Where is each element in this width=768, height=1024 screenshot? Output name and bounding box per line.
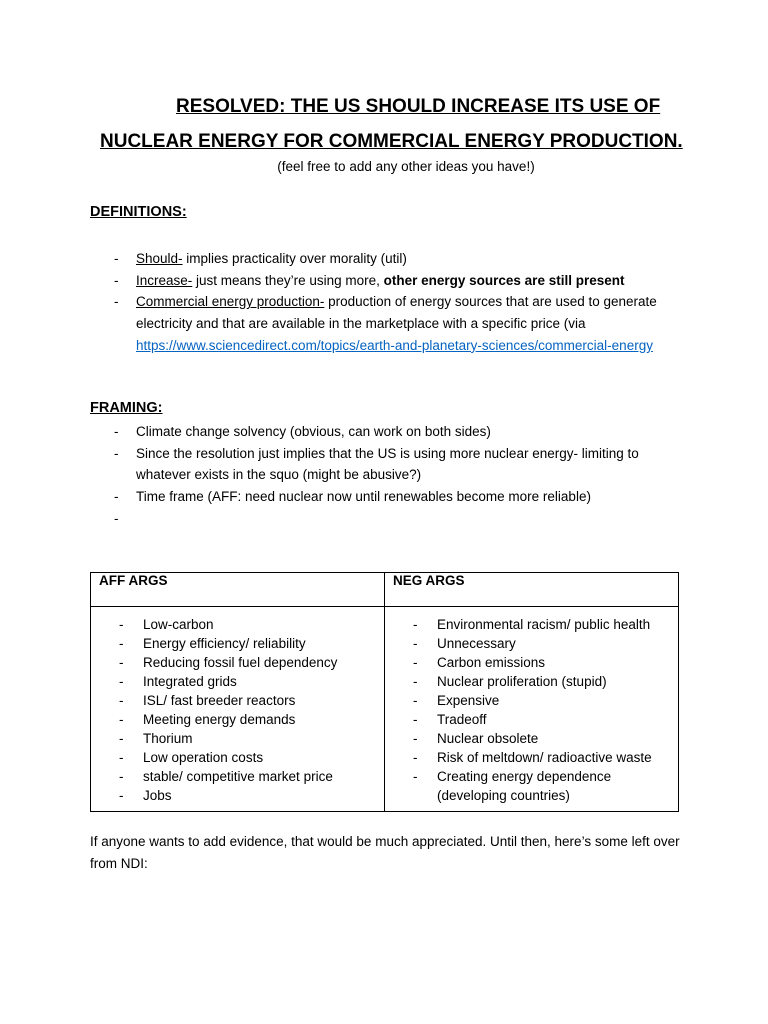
term-should: Should- xyxy=(136,251,183,266)
bullet-dash: - xyxy=(114,445,119,461)
neg-arg-text: Nuclear obsolete xyxy=(437,731,539,746)
title-line-2: NUCLEAR ENERGY FOR COMMERCIAL ENERGY PRODUCTION. xyxy=(100,131,683,152)
neg-arg-text: Creating energy dependence (developing countries) xyxy=(437,769,612,803)
definition-text: just means they’re using more, xyxy=(192,272,384,288)
title-line-1: RESOLVED: THE US SHOULD INCREASE ITS USE OF xyxy=(176,96,661,117)
neg-arg xyxy=(393,615,670,634)
bullet-dash: - xyxy=(119,636,124,651)
aff-arg xyxy=(99,691,376,710)
neg-arg-text: Nuclear proliferation (stupid) xyxy=(437,674,607,689)
framing-heading: FRAMING: xyxy=(90,400,163,416)
aff-arg xyxy=(99,615,376,634)
framing-list xyxy=(90,421,690,530)
aff-arg xyxy=(99,672,376,691)
neg-arg-text: Environmental racism/ public health xyxy=(437,617,651,632)
definition-should xyxy=(90,248,690,270)
bullet-dash: - xyxy=(119,712,124,727)
bullet-dash: - xyxy=(114,251,119,266)
term-increase: Increase- xyxy=(136,272,193,288)
bullet-dash: - xyxy=(114,510,119,526)
bullet-dash: - xyxy=(114,272,119,288)
definition-text: implies practicality over morality (util) xyxy=(182,251,407,266)
aff-arg xyxy=(99,710,376,729)
neg-arg xyxy=(393,748,670,767)
definitions-list xyxy=(90,248,690,357)
bullet-dash: - xyxy=(413,750,418,765)
aff-arg-text: ISL/ fast breeder reactors xyxy=(143,693,296,708)
closing-paragraph: If anyone wants to add evidence, that would be much appreciated. Until then, here’s some left over from NDI: xyxy=(90,834,680,871)
aff-arg xyxy=(99,786,376,805)
framing-item xyxy=(90,443,690,486)
aff-arg xyxy=(99,748,376,767)
aff-arg xyxy=(99,634,376,653)
framing-text: Since the resolution just implies that the US is using more nuclear energy- limiting to whatever exists in the squo (might be abusive?) xyxy=(136,445,639,483)
framing-text: Climate change solvency (obvious, can work on both sides) xyxy=(136,424,491,439)
neg-arg xyxy=(393,634,670,653)
bullet-dash: - xyxy=(413,636,418,651)
neg-arg-text: Unnecessary xyxy=(437,636,516,651)
aff-header: AFF ARGS xyxy=(91,573,385,607)
bullet-dash: - xyxy=(119,655,124,670)
aff-arg-text: Energy efficiency/ reliability xyxy=(143,636,306,651)
neg-arg xyxy=(393,653,670,672)
table-body-row xyxy=(91,607,679,812)
neg-arg xyxy=(393,691,670,710)
source-link[interactable]: https://www.sciencedirect.com/topics/earth-and-planetary-sciences/commercial-energy xyxy=(136,337,653,353)
neg-arg xyxy=(393,672,670,691)
bullet-dash: - xyxy=(119,693,124,708)
bullet-dash: - xyxy=(114,294,119,310)
definition-increase xyxy=(90,270,690,292)
bullet-dash: - xyxy=(413,655,418,670)
arguments-table xyxy=(90,572,679,812)
bullet-dash: - xyxy=(119,674,124,689)
aff-arg xyxy=(99,729,376,748)
table-header-row xyxy=(91,573,679,607)
aff-arg-text: stable/ competitive market price xyxy=(143,769,333,784)
bullet-dash: - xyxy=(114,424,119,439)
aff-arg-text: Low operation costs xyxy=(143,750,264,765)
bullet-dash: - xyxy=(119,769,124,784)
bullet-dash: - xyxy=(413,712,418,727)
aff-arg xyxy=(99,653,376,672)
aff-arg-text: Low-carbon xyxy=(143,617,214,632)
aff-cell xyxy=(91,607,385,812)
bullet-dash: - xyxy=(119,617,124,632)
bullet-dash: - xyxy=(114,489,119,505)
bullet-dash: - xyxy=(119,731,124,746)
term-commercial-energy: Commercial energy production- xyxy=(136,294,325,310)
neg-cell xyxy=(385,607,679,812)
neg-arg xyxy=(393,710,670,729)
bullet-dash: - xyxy=(413,617,418,632)
definition-text: production of energy sources that are used to generate electricity and that are available in the marketplace with a specific price (via xyxy=(136,294,657,332)
aff-arg-text: Reducing fossil fuel dependency xyxy=(143,655,338,670)
framing-text: Time frame (AFF: need nuclear now until renewables become more reliable) xyxy=(136,489,591,505)
neg-arg-text: Expensive xyxy=(437,693,500,708)
neg-arg-text: Tradeoff xyxy=(437,712,487,727)
neg-header: NEG ARGS xyxy=(385,573,679,607)
aff-arg-text: Integrated grids xyxy=(143,674,237,689)
neg-arg-text: Carbon emissions xyxy=(437,655,546,670)
neg-arg xyxy=(393,767,670,805)
bullet-dash: - xyxy=(413,731,418,746)
neg-arg-text: Risk of meltdown/ radioactive waste xyxy=(437,750,652,765)
aff-list xyxy=(99,615,376,805)
aff-arg-text: Meeting energy demands xyxy=(143,712,296,727)
definition-commercial-energy xyxy=(90,291,690,356)
aff-arg-text: Jobs xyxy=(143,788,172,803)
neg-arg xyxy=(393,729,670,748)
definition-emphasis: other energy sources are still present xyxy=(383,272,625,288)
neg-list xyxy=(393,615,670,805)
aff-arg xyxy=(99,767,376,786)
framing-item-empty xyxy=(90,508,690,530)
bullet-dash: - xyxy=(413,674,418,689)
framing-item xyxy=(90,486,690,508)
aff-arg-text: Thorium xyxy=(143,731,193,746)
bullet-dash: - xyxy=(413,693,418,708)
bullet-dash: - xyxy=(119,750,124,765)
bullet-dash: - xyxy=(119,788,124,803)
framing-item xyxy=(90,421,690,443)
subtitle: (feel free to add any other ideas you have!) xyxy=(277,159,535,174)
bullet-dash: - xyxy=(413,769,418,784)
definitions-heading: DEFINITIONS: xyxy=(90,204,187,220)
